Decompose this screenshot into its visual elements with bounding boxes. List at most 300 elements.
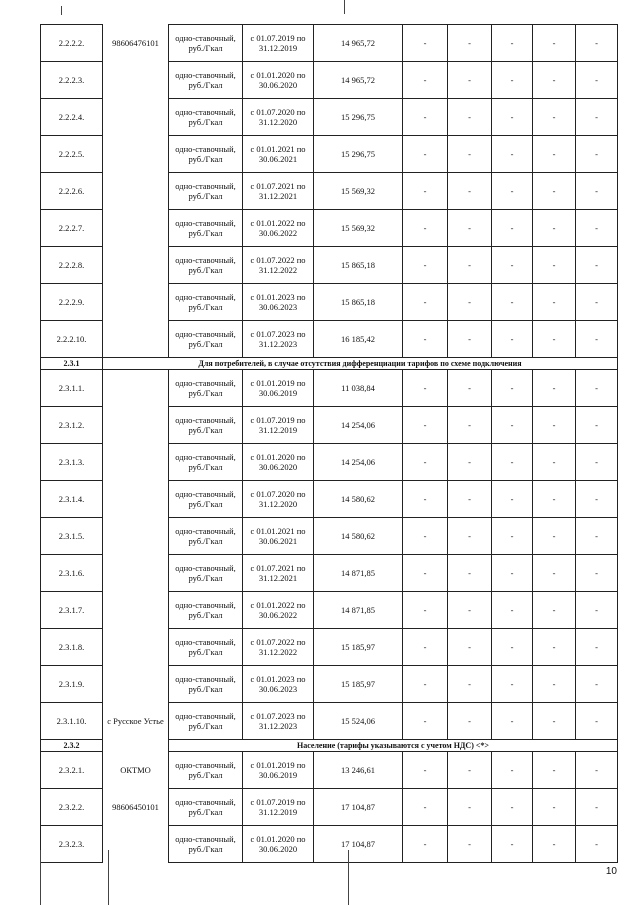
tariff-value: 16 185,42 (314, 321, 403, 358)
period-line: 31.12.2019 (258, 43, 298, 53)
table-row (41, 136, 618, 173)
empty-value-dash: - (448, 444, 492, 481)
empty-value-dash: - (533, 555, 576, 592)
empty-value-dash: - (533, 752, 576, 789)
empty-value-dash: - (448, 481, 492, 518)
empty-value-dash: - (533, 173, 576, 210)
empty-value-dash: - (448, 173, 492, 210)
tariff-value: 14 580,62 (314, 481, 403, 518)
period-line: 31.12.2021 (258, 191, 298, 201)
empty-value-dash: - (492, 321, 533, 358)
okt-cell (103, 321, 169, 358)
unit-line: руб./Гкал (188, 117, 223, 127)
empty-value-dash: - (533, 444, 576, 481)
period-line: 31.12.2023 (258, 339, 298, 349)
empty-value-dash: - (492, 555, 533, 592)
empty-value-dash: - (403, 173, 448, 210)
tariff-value: 15 296,75 (314, 99, 403, 136)
okt-cell: 98606476101 (103, 25, 169, 62)
tariff-value: 17 104,87 (314, 826, 403, 863)
table-row (41, 752, 618, 789)
unit-line: одно-ставочный, (175, 144, 236, 154)
unit-cell (169, 518, 243, 555)
period-cell (243, 592, 314, 629)
empty-value-dash: - (403, 555, 448, 592)
table-row (41, 370, 618, 407)
unit-line: одно-ставочный, (175, 563, 236, 573)
period-cell (243, 752, 314, 789)
empty-value-dash: - (403, 284, 448, 321)
empty-value-dash: - (576, 703, 618, 740)
empty-value-dash: - (533, 826, 576, 863)
section-2-3-2 (41, 740, 618, 752)
empty-value-dash: - (576, 629, 618, 666)
empty-value-dash: - (448, 247, 492, 284)
unit-cell (169, 752, 243, 789)
empty-value-dash: - (403, 136, 448, 173)
period-cell (243, 370, 314, 407)
scan-mark (348, 850, 349, 905)
empty-value-dash: - (533, 370, 576, 407)
unit-line: одно-ставочный, (175, 378, 236, 388)
unit-cell (169, 444, 243, 481)
item-code: 2.3.1.2. (41, 407, 103, 444)
table-row (41, 629, 618, 666)
okt-cell (103, 481, 169, 518)
empty-value-dash: - (403, 247, 448, 284)
empty-value-dash: - (448, 99, 492, 136)
period-line: 31.12.2023 (258, 721, 298, 731)
period-line: с 01.07.2020 по (250, 489, 306, 499)
item-code: 2.2.2.9. (41, 284, 103, 321)
okt-cell (103, 444, 169, 481)
unit-cell (169, 321, 243, 358)
period-line: с 01.01.2023 по (250, 292, 306, 302)
scan-mark (344, 0, 345, 14)
unit-cell (169, 629, 243, 666)
unit-line: одно-ставочный, (175, 760, 236, 770)
unit-cell (169, 99, 243, 136)
okt-cell (103, 518, 169, 555)
empty-value-dash: - (403, 789, 448, 826)
item-code: 2.3.1.4. (41, 481, 103, 518)
period-line: с 01.07.2019 по (250, 33, 306, 43)
empty-value-dash: - (448, 136, 492, 173)
period-cell (243, 555, 314, 592)
empty-value-dash: - (576, 407, 618, 444)
item-code: 2.2.2.5. (41, 136, 103, 173)
empty-value-dash: - (403, 592, 448, 629)
unit-line: одно-ставочный, (175, 415, 236, 425)
scan-mark (61, 6, 62, 15)
unit-line: руб./Гкал (188, 536, 223, 546)
unit-line: одно-ставочный, (175, 600, 236, 610)
empty-value-dash: - (403, 444, 448, 481)
tariff-value: 17 104,87 (314, 789, 403, 826)
empty-value-dash: - (403, 321, 448, 358)
section-row (41, 740, 618, 752)
empty-value-dash: - (533, 136, 576, 173)
unit-cell (169, 62, 243, 99)
empty-value-dash: - (576, 99, 618, 136)
empty-value-dash: - (576, 284, 618, 321)
period-line: с 01.07.2023 по (250, 711, 306, 721)
unit-cell (169, 592, 243, 629)
empty-value-dash: - (533, 321, 576, 358)
period-line: с 01.01.2020 по (250, 834, 306, 844)
table-row (41, 284, 618, 321)
tariff-value: 15 296,75 (314, 136, 403, 173)
item-code: 2.2.2.2. (41, 25, 103, 62)
empty-value-dash: - (403, 666, 448, 703)
table-row (41, 481, 618, 518)
period-line: 31.12.2022 (258, 265, 298, 275)
period-cell (243, 284, 314, 321)
empty-value-dash: - (492, 25, 533, 62)
empty-value-dash: - (533, 629, 576, 666)
unit-line: руб./Гкал (188, 610, 223, 620)
tariff-value: 15 185,97 (314, 666, 403, 703)
tariff-table (40, 24, 618, 863)
period-line: 31.12.2022 (258, 647, 298, 657)
table-row (41, 703, 618, 740)
empty-value-dash: - (492, 444, 533, 481)
empty-value-dash: - (533, 481, 576, 518)
empty-value-dash: - (492, 370, 533, 407)
unit-line: руб./Гкал (188, 499, 223, 509)
empty-value-dash: - (492, 703, 533, 740)
item-code: 2.2.2.8. (41, 247, 103, 284)
empty-value-dash: - (492, 284, 533, 321)
okt-cell (103, 666, 169, 703)
table-row (41, 321, 618, 358)
item-code: 2.2.2.4. (41, 99, 103, 136)
table-body-a (41, 25, 618, 358)
unit-cell (169, 555, 243, 592)
empty-value-dash: - (492, 210, 533, 247)
okt-cell (103, 826, 169, 863)
period-cell (243, 629, 314, 666)
unit-line: руб./Гкал (188, 462, 223, 472)
period-cell (243, 703, 314, 740)
unit-line: руб./Гкал (188, 573, 223, 583)
period-line: с 01.07.2022 по (250, 637, 306, 647)
table-row (41, 826, 618, 863)
empty-value-dash: - (576, 173, 618, 210)
unit-cell (169, 666, 243, 703)
empty-value-dash: - (533, 789, 576, 826)
empty-value-dash: - (492, 173, 533, 210)
unit-line: одно-ставочный, (175, 292, 236, 302)
empty-value-dash: - (403, 25, 448, 62)
unit-cell (169, 826, 243, 863)
okt-cell (103, 370, 169, 407)
empty-value-dash: - (576, 789, 618, 826)
period-line: с 01.01.2021 по (250, 526, 306, 536)
unit-cell (169, 136, 243, 173)
empty-value-dash: - (448, 752, 492, 789)
period-cell (243, 444, 314, 481)
okt-cell (103, 284, 169, 321)
unit-cell (169, 370, 243, 407)
period-line: с 01.07.2022 по (250, 255, 306, 265)
empty-value-dash: - (576, 25, 618, 62)
unit-line: руб./Гкал (188, 721, 223, 731)
unit-line: руб./Гкал (188, 770, 223, 780)
section-code: 2.3.1 (41, 358, 103, 370)
table-row (41, 789, 618, 826)
period-cell (243, 666, 314, 703)
empty-value-dash: - (403, 826, 448, 863)
empty-value-dash: - (576, 247, 618, 284)
unit-line: одно-ставочный, (175, 489, 236, 499)
okt-cell (103, 629, 169, 666)
empty-value-dash: - (576, 592, 618, 629)
period-cell (243, 25, 314, 62)
period-line: с 01.01.2022 по (250, 600, 306, 610)
empty-value-dash: - (576, 752, 618, 789)
item-code: 2.2.2.10. (41, 321, 103, 358)
unit-line: руб./Гкал (188, 807, 223, 817)
okt-cell: 98606450101 (103, 789, 169, 826)
empty-value-dash: - (576, 826, 618, 863)
scan-mark (40, 850, 41, 905)
empty-value-dash: - (403, 629, 448, 666)
period-line: с 01.01.2019 по (250, 378, 306, 388)
unit-line: одно-ставочный, (175, 674, 236, 684)
empty-value-dash: - (533, 99, 576, 136)
unit-line: руб./Гкал (188, 339, 223, 349)
okt-cell (103, 407, 169, 444)
tariff-value: 11 038,84 (314, 370, 403, 407)
period-line: 30.06.2022 (258, 610, 298, 620)
item-code: 2.3.2.1. (41, 752, 103, 789)
period-line: 30.06.2022 (258, 228, 298, 238)
empty-value-dash: - (492, 666, 533, 703)
unit-cell (169, 25, 243, 62)
scan-mark (108, 850, 109, 905)
unit-line: одно-ставочный, (175, 834, 236, 844)
period-line: 30.06.2020 (258, 462, 298, 472)
okt-cell: с Русское Устье (103, 703, 169, 740)
empty-value-dash: - (492, 247, 533, 284)
period-line: 30.06.2020 (258, 80, 298, 90)
period-line: с 01.07.2021 по (250, 181, 306, 191)
tariff-value: 15 569,32 (314, 210, 403, 247)
unit-line: одно-ставочный, (175, 181, 236, 191)
empty-value-dash: - (492, 136, 533, 173)
unit-cell (169, 210, 243, 247)
period-line: 30.06.2019 (258, 388, 298, 398)
unit-line: руб./Гкал (188, 43, 223, 53)
empty-value-dash: - (492, 629, 533, 666)
empty-value-dash: - (403, 703, 448, 740)
table-row (41, 99, 618, 136)
section-2-3-1 (41, 358, 618, 370)
unit-line: руб./Гкал (188, 228, 223, 238)
empty-value-dash: - (576, 210, 618, 247)
table-row (41, 666, 618, 703)
period-cell (243, 247, 314, 284)
empty-value-dash: - (403, 210, 448, 247)
item-code: 2.2.2.3. (41, 62, 103, 99)
okt-cell (103, 173, 169, 210)
tariff-value: 15 865,18 (314, 247, 403, 284)
section-title: Население (тарифы указываются с учетом НДС) <*> (169, 740, 618, 752)
period-line: 31.12.2021 (258, 573, 298, 583)
unit-line: руб./Гкал (188, 684, 223, 694)
unit-cell (169, 407, 243, 444)
okt-cell (103, 555, 169, 592)
table-row (41, 407, 618, 444)
unit-cell (169, 173, 243, 210)
empty-value-dash: - (448, 703, 492, 740)
period-line: 31.12.2019 (258, 425, 298, 435)
table-row (41, 210, 618, 247)
table-row (41, 444, 618, 481)
unit-line: одно-ставочный, (175, 797, 236, 807)
tariff-value: 14 254,06 (314, 407, 403, 444)
period-line: с 01.01.2020 по (250, 452, 306, 462)
empty-value-dash: - (448, 666, 492, 703)
period-cell (243, 173, 314, 210)
period-line: 30.06.2023 (258, 684, 298, 694)
empty-value-dash: - (403, 407, 448, 444)
period-cell (243, 407, 314, 444)
tariff-value: 14 965,72 (314, 25, 403, 62)
empty-value-dash: - (533, 703, 576, 740)
unit-line: руб./Гкал (188, 154, 223, 164)
empty-value-dash: - (448, 555, 492, 592)
period-cell (243, 826, 314, 863)
tariff-value: 14 965,72 (314, 62, 403, 99)
period-cell (243, 481, 314, 518)
okt-cell: ОКТМО (103, 752, 169, 789)
empty-value-dash: - (448, 407, 492, 444)
empty-value-dash: - (533, 518, 576, 555)
table-body-b (41, 370, 618, 740)
unit-line: руб./Гкал (188, 265, 223, 275)
table-row (41, 247, 618, 284)
empty-value-dash: - (448, 518, 492, 555)
period-line: с 01.07.2020 по (250, 107, 306, 117)
period-line: с 01.07.2019 по (250, 797, 306, 807)
unit-line: руб./Гкал (188, 425, 223, 435)
empty-value-dash: - (403, 481, 448, 518)
unit-cell (169, 284, 243, 321)
item-code: 2.3.1.1. (41, 370, 103, 407)
empty-value-dash: - (448, 629, 492, 666)
item-code: 2.2.2.6. (41, 173, 103, 210)
item-code: 2.3.1.5. (41, 518, 103, 555)
empty-value-dash: - (492, 62, 533, 99)
item-code: 2.3.1.9. (41, 666, 103, 703)
period-line: 31.12.2019 (258, 807, 298, 817)
empty-value-dash: - (576, 321, 618, 358)
empty-value-dash: - (448, 284, 492, 321)
unit-cell (169, 481, 243, 518)
empty-value-dash: - (492, 826, 533, 863)
tariff-value: 14 871,85 (314, 555, 403, 592)
empty-value-dash: - (492, 407, 533, 444)
empty-value-dash: - (448, 826, 492, 863)
unit-line: руб./Гкал (188, 191, 223, 201)
empty-value-dash: - (576, 62, 618, 99)
okt-cell (103, 99, 169, 136)
empty-value-dash: - (403, 752, 448, 789)
empty-value-dash: - (492, 789, 533, 826)
table-row (41, 173, 618, 210)
table-row (41, 592, 618, 629)
item-code: 2.3.2.2. (41, 789, 103, 826)
unit-line: руб./Гкал (188, 647, 223, 657)
table-row (41, 555, 618, 592)
tariff-value: 13 246,61 (314, 752, 403, 789)
item-code: 2.3.1.7. (41, 592, 103, 629)
period-line: с 01.01.2019 по (250, 760, 306, 770)
table-row (41, 25, 618, 62)
empty-value-dash: - (448, 210, 492, 247)
tariff-value: 15 185,97 (314, 629, 403, 666)
table-row (41, 518, 618, 555)
period-line: с 01.01.2022 по (250, 218, 306, 228)
empty-value-dash: - (576, 518, 618, 555)
okt-cell (103, 210, 169, 247)
empty-value-dash: - (533, 25, 576, 62)
unit-line: руб./Гкал (188, 388, 223, 398)
period-cell (243, 321, 314, 358)
empty-value-dash: - (576, 370, 618, 407)
item-code: 2.3.1.10. (41, 703, 103, 740)
empty-value-dash: - (492, 592, 533, 629)
unit-cell (169, 789, 243, 826)
period-line: с 01.01.2020 по (250, 70, 306, 80)
unit-cell (169, 247, 243, 284)
empty-value-dash: - (403, 370, 448, 407)
unit-line: одно-ставочный, (175, 711, 236, 721)
empty-value-dash: - (492, 99, 533, 136)
section-code: 2.3.2 (41, 740, 103, 752)
tariff-value: 15 569,32 (314, 173, 403, 210)
period-cell (243, 210, 314, 247)
empty-value-dash: - (448, 62, 492, 99)
period-cell (243, 62, 314, 99)
empty-value-dash: - (403, 99, 448, 136)
okt-cell (103, 136, 169, 173)
empty-value-dash: - (492, 752, 533, 789)
empty-value-dash: - (533, 210, 576, 247)
empty-value-dash: - (448, 321, 492, 358)
period-line: 30.06.2021 (258, 536, 298, 546)
item-code: 2.3.1.3. (41, 444, 103, 481)
period-line: 30.06.2019 (258, 770, 298, 780)
okt-cell (103, 592, 169, 629)
empty-value-dash: - (492, 518, 533, 555)
okt-cell (103, 62, 169, 99)
empty-value-dash: - (576, 666, 618, 703)
item-code: 2.3.1.8. (41, 629, 103, 666)
tariff-value: 14 871,85 (314, 592, 403, 629)
section-title: Для потребителей, в случае отсутствия дифференциации тарифов по схеме подключения (103, 358, 618, 370)
page-number: 10 (605, 866, 617, 877)
period-line: 31.12.2020 (258, 499, 298, 509)
tariff-value: 15 865,18 (314, 284, 403, 321)
empty-value-dash: - (576, 136, 618, 173)
period-line: с 01.07.2021 по (250, 563, 306, 573)
unit-line: одно-ставочный, (175, 637, 236, 647)
unit-line: одно-ставочный, (175, 452, 236, 462)
period-line: с 01.07.2019 по (250, 415, 306, 425)
